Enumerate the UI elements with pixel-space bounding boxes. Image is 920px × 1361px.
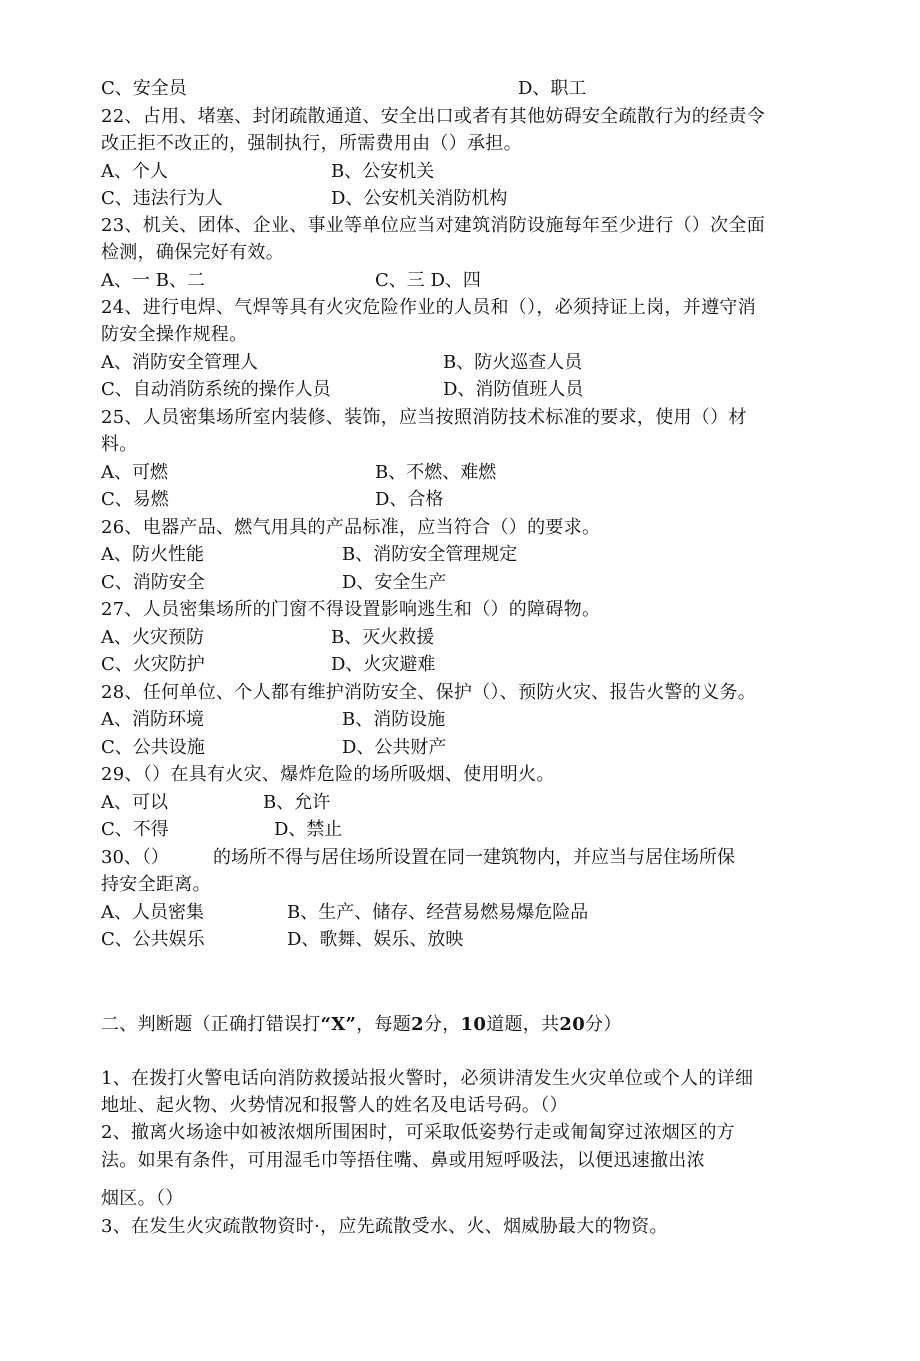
text-line: 24、进行电焊、气焊等具有火灾危险作业的人员和（），必须持证上岗，并遵守消 xyxy=(101,297,757,318)
text-line: 防安全操作规程。 xyxy=(101,324,248,345)
answer-option: C、安全员 xyxy=(101,78,187,99)
answer-option: B、消防设施 xyxy=(342,709,446,730)
heading-part: ，每题 xyxy=(356,1014,412,1035)
answer-option: C、易燃 xyxy=(101,489,169,510)
answer-option: D、歌舞、娱乐、放映 xyxy=(287,929,464,950)
answer-option: A、防火性能 xyxy=(101,544,204,565)
heading-part: 10 xyxy=(460,1014,487,1035)
text-line: 28、任何单位、个人都有维护消防安全、保护（）、预防火灾、报告火警的义务。 xyxy=(101,682,757,703)
text-line: 25、人员密集场所室内装修、装饰，应当按照消防技术标准的要求，使用（）材 xyxy=(101,407,747,428)
text-line: 3、在发生火灾疏散物资时·，应先疏散受水、火、烟威胁最大的物资。 xyxy=(101,1216,668,1237)
answer-option: D、禁止 xyxy=(274,819,343,840)
text-line: 地址、起火物、火势情况和报警人的姓名及电话号码。（） xyxy=(101,1095,568,1116)
answer-option: B、不燃、难燃 xyxy=(375,462,497,483)
answer-option: C、不得 xyxy=(101,819,169,840)
text-line: 2、撤离火场途中如被浓烟所围困时，可采取低姿势行走或匍匐穿过浓烟区的方 xyxy=(101,1122,735,1143)
heading-part: 20 xyxy=(559,1014,586,1035)
answer-option: A、可以 xyxy=(101,792,168,813)
answer-option: B、生产、储存、经营易燃易爆危险品 xyxy=(287,902,589,923)
text-line: 改正拒不改正的，强制执行，所需费用由（）承担。 xyxy=(101,133,522,154)
answer-option: D、公安机关消防机构 xyxy=(331,188,508,209)
answer-option: A、消防安全管理人 xyxy=(101,352,258,373)
text-line: 29、（）在具有火灾、爆炸危险的场所吸烟、使用明火。 xyxy=(101,764,555,785)
answer-option: D、火灾避难 xyxy=(331,654,436,675)
text-line: 烟区。（） xyxy=(101,1188,184,1209)
text-line: 检测，确保完好有效。 xyxy=(101,242,284,263)
answer-option: D、安全生产 xyxy=(342,572,447,593)
answer-option: B、防火巡查人员 xyxy=(443,352,583,373)
heading-part: 分） xyxy=(585,1014,622,1035)
answer-option: C、自动消防系统的操作人员 xyxy=(101,379,331,400)
text-line: 27、人员密集场所的门窗不得设置影响逃生和（）的障碍物。 xyxy=(101,599,601,620)
answer-option: A、火灾预防 xyxy=(101,627,204,648)
answer-option: D、公共财产 xyxy=(342,737,447,758)
answer-option: C、公共娱乐 xyxy=(101,929,205,950)
answer-option: B、允许 xyxy=(263,792,331,813)
answer-option: B、消防安全管理规定 xyxy=(342,544,518,565)
answer-option: C、公共设施 xyxy=(101,737,205,758)
answer-option: D、消防值班人员 xyxy=(443,379,584,400)
heading-part: 分， xyxy=(423,1014,461,1035)
answer-option: D、合格 xyxy=(375,489,444,510)
answer-option: 30、（） xyxy=(101,847,169,868)
text-line: 法。如果有条件，可用湿毛巾等捂住嘴、鼻或用短呼吸法，以便迅速撤出浓 xyxy=(101,1150,705,1171)
answer-option: B、公安机关 xyxy=(331,161,435,182)
text-line: 1、在拨打火警电话向消防救援站报火警时，必须讲清发生火灾单位或个人的详细 xyxy=(101,1068,754,1089)
text-line: 持安全距离。 xyxy=(101,874,211,895)
text-line: 料。 xyxy=(101,434,138,455)
answer-option: A、消防环境 xyxy=(101,709,204,730)
text-line: 22、占用、堵塞、封闭疏散通道、安全出口或者有其他妨碍安全疏散行为的经责令 xyxy=(101,106,766,127)
answer-option: A、一 B、二 xyxy=(101,270,205,291)
text-line: 26、电器产品、燃气用具的产品标准，应当符合（）的要求。 xyxy=(101,517,601,538)
section-heading xyxy=(101,1014,622,1036)
answer-option: C、火灾防护 xyxy=(101,654,205,675)
answer-option: 的场所不得与居住场所设置在同一建筑物内，并应当与居住场所保 xyxy=(213,847,735,868)
text-line: 23、机关、团体、企业、事业等单位应当对建筑消防设施每年至少进行（）次全面 xyxy=(101,215,766,236)
answer-option: A、可燃 xyxy=(101,462,168,483)
answer-option: C、三 D、四 xyxy=(375,270,481,291)
heading-part: 道题，共 xyxy=(486,1014,560,1035)
answer-option: A、个人 xyxy=(101,161,168,182)
heading-part: 二、判断题（正确打错误打 xyxy=(101,1014,321,1035)
answer-option: D、职工 xyxy=(518,78,587,99)
heading-part: “X” xyxy=(320,1014,357,1035)
answer-option: C、违法行为人 xyxy=(101,188,223,209)
answer-option: A、人员密集 xyxy=(101,902,204,923)
heading-part: 2 xyxy=(411,1014,424,1035)
answer-option: C、消防安全 xyxy=(101,572,205,593)
answer-option: B、灭火救援 xyxy=(331,627,435,648)
